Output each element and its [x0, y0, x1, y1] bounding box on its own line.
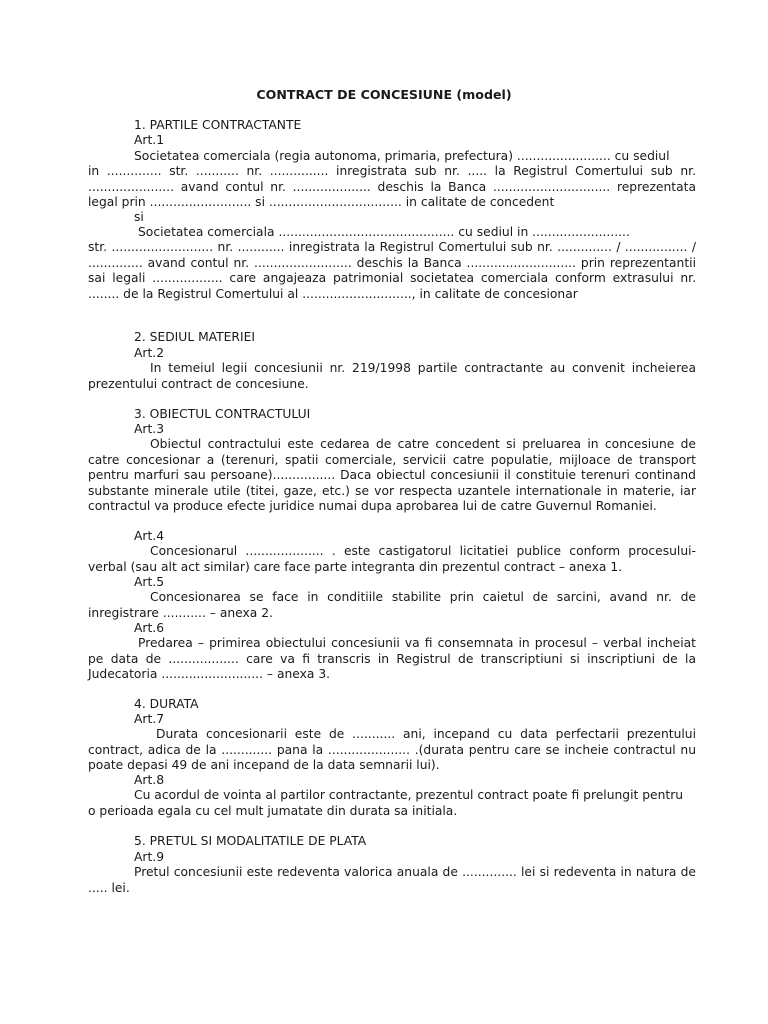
art-6-text: Predarea – primirea obiectului concesiunii va fi consemnata in procesul – verbal incheiat pe data de .................. care va fi transcris in Registrul de transcriptiuni si inscriptiuni de la Judecatoria .......................... – anexa 3. [88, 636, 696, 681]
art-7-text: Durata concesionarii este de ........... ani, incepand cu data perfectarii prezentului contract, adica de la ............. pana la ..................... .(durata pentru care se incheie contractul nu poate depasi 49 de ani incepand de la data semnarii lui). [88, 727, 696, 772]
section-5-heading: 5. PRETUL SI MODALITATILE DE PLATA [134, 834, 367, 848]
section-2-heading: 2. SEDIUL MATERIEI [134, 330, 255, 344]
art-2-label: Art.2 [134, 346, 165, 360]
art-8-second-line: o perioada egala cu cel mult jumatate din durata sa initiala. [88, 804, 458, 818]
art-2-text: In temeiul legii concesiunii nr. 219/1998 partile contractante au convenit incheierea prezentului contract de concesiune. [88, 361, 696, 391]
section-4-heading: 4. DURATA [134, 697, 199, 711]
art-3-text: Obiectul contractului este cedarea de catre concedent si preluarea in concesiune de catre concesionar a (terenuri, spatii comerciale, servicii catre populatie, mijloace de transport pentru marfuri sau persoane)................ Daca obiectul concesiunii il constituie terenuri continand substante minerale utile (titei, gaze, etc.) se vor respecta uzantele internationale in materie, iar contractul va produce efecte juridice numai dupa aprobarea lui de catre Guvernul Romaniei. [88, 437, 696, 513]
art-4-text: Concesionarul .................... . este castigatorul licitatiei publice conform procesului-verbal (sau alt act similar) care face parte integranta din prezentul contract – anexa 1. [88, 544, 696, 574]
art-7-label: Art.7 [134, 712, 165, 726]
party-1-details: in .............. str. ........... nr. ............... inregistrata sub nr. ..... la Registrul Comertului sub nr. ...................... avand contul nr. .................... deschis la Banca .............................. reprezentata legal prin .......................... si .................................. in calitate de concedent [88, 164, 696, 209]
party-1-first-line: Societatea comerciala (regia autonoma, primaria, prefectura) ........................ cu sediul [134, 149, 670, 163]
party-2-first-line: Societatea comerciala ............................................. cu sediul in ......................... [138, 225, 630, 239]
art-8-label: Art.8 [134, 773, 165, 787]
document-title: CONTRACT DE CONCESIUNE (model) [256, 87, 512, 102]
art-4-label: Art.4 [134, 529, 165, 543]
art-9-label: Art.9 [134, 850, 165, 864]
party-2-details: str. .......................... nr. ............ inregistrata la Registrul Comertului sub nr. .............. / ................ / .............. avand contul nr. ......................... deschis la Banca ............................ prin reprezentantii sai legali .................. care angajeaza patrimonial societatea comerciala conform extrasului nr. ........ de la Registrul Comertului al ............................, in calitate de concesionar [88, 240, 696, 301]
art-9-text: Pretul concesiunii este redeventa valorica anuala de .............. lei si redeventa in natura de ..... lei. [88, 865, 696, 895]
art-8-first-line: Cu acordul de vointa al partilor contractante, prezentul contract poate fi prelungit pentru [134, 788, 684, 802]
art-6-label: Art.6 [134, 621, 165, 635]
section-1-heading: 1. PARTILE CONTRACTANTE [134, 118, 302, 132]
section-3-heading: 3. OBIECTUL CONTRACTULUI [134, 407, 311, 421]
art-5-label: Art.5 [134, 575, 165, 589]
conjunction-si: si [134, 210, 144, 224]
art-5-text: Concesionarea se face in conditiile stabilite prin caietul de sarcini, avand nr. de inregistrare ........... – anexa 2. [88, 590, 696, 620]
art-1-label: Art.1 [134, 133, 165, 147]
art-3-label: Art.3 [134, 422, 165, 436]
